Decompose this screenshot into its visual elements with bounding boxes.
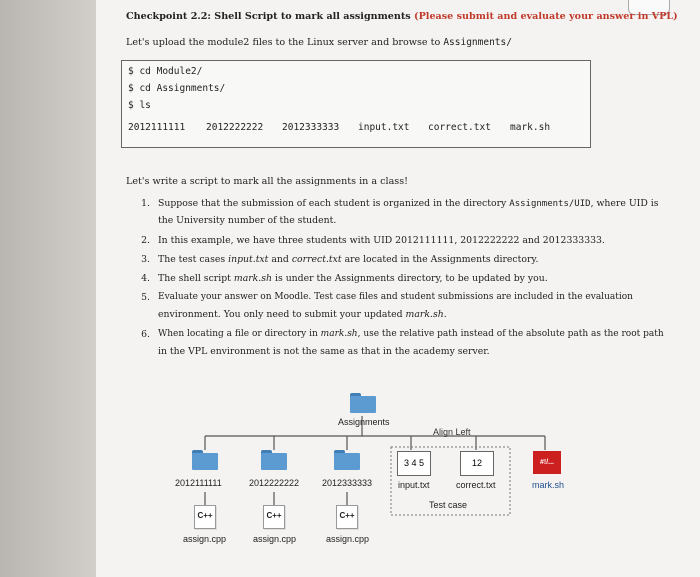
item-1-line-2: the University number of the student. — [158, 215, 337, 226]
item-3-correct-ref: correct.txt — [291, 254, 342, 265]
intro-text: Let's upload the module2 files to the Linux server and browse to — [126, 37, 441, 48]
terminal-line-3: $ ls — [128, 100, 151, 111]
input-file-icon: 3 4 5 — [397, 451, 431, 476]
student-folder-icon — [261, 450, 287, 470]
item-3-text-b: and — [271, 254, 289, 265]
item-6-text-a: When locating a file or directory in — [158, 329, 318, 339]
item-4-text-b: is under the Assignments directory, to be updated by you. — [275, 273, 548, 284]
item-6-number: 6. — [141, 329, 150, 340]
cpp-file-label-2: assign.cpp — [253, 534, 297, 544]
item-4-number: 4. — [141, 273, 150, 284]
item-3-number: 3. — [141, 254, 150, 265]
student-folder-label-3: 2012333333 — [322, 478, 373, 488]
terminal-file-1: 2012111111 — [128, 122, 186, 133]
item-6-mark-ref: mark.sh — [320, 329, 358, 339]
terminal-file-3: 2012333333 — [282, 122, 340, 133]
item-5-number: 5. — [141, 292, 150, 303]
student-folder-label-1: 2012111111 — [175, 478, 222, 488]
cpp-file-label-1: assign.cpp — [183, 534, 227, 544]
title-note: (Please submit and evaluate your answer in VPL) — [414, 11, 678, 22]
title-main: Checkpoint 2.2: Shell Script to mark all assignments — [126, 11, 411, 22]
terminal-line-2: $ cd Assignments/ — [128, 83, 226, 94]
item-6-line-2: in the VPL environment is not the same as that in the academy server. — [158, 346, 490, 357]
terminal-file-2: 2012222222 — [206, 122, 264, 133]
student-folder-icon — [334, 450, 360, 470]
assignments-folder-icon — [350, 393, 376, 413]
script-file-icon: #!/... — [533, 451, 561, 474]
item-3-text-c: are located in the Assignments directory. — [344, 254, 539, 265]
item-1-number: 1. — [141, 198, 150, 209]
terminal-file-4: input.txt — [358, 122, 410, 133]
item-4-text-a: The shell script — [158, 273, 231, 284]
item-5-mark-ref: mark.sh — [405, 309, 444, 320]
test-case-label: Test case — [429, 500, 468, 510]
correct-file-label: correct.txt — [456, 480, 496, 490]
input-file-label: input.txt — [398, 480, 430, 490]
student-folder-icon — [192, 450, 218, 470]
intro-code: Assignments/ — [443, 37, 512, 48]
correct-file-icon: 12 — [460, 451, 494, 476]
align-left-label: Align Left — [433, 427, 471, 437]
cpp-file-icon: C++ — [194, 505, 216, 529]
student-folder-label-2: 2012222222 — [249, 478, 300, 488]
item-5-text: Evaluate your answer on Moodle. Test case files and student submissions are included in the evaluation — [158, 292, 633, 302]
script-file-label: mark.sh — [532, 480, 565, 490]
item-1-text-b: , where UID is — [590, 198, 659, 209]
item-1-code: Assignments/UID — [509, 199, 591, 209]
item-3-input-ref: input.txt — [228, 254, 269, 265]
item-5-text-a: environment. You only need to submit your updated — [158, 309, 403, 320]
section-lead: Let's write a script to mark all the assignments in a class! — [126, 176, 409, 187]
item-6-text-b: , use the relative path instead of the absolute path as the root path — [357, 329, 664, 339]
terminal-line-1: $ cd Module2/ — [128, 66, 203, 77]
cpp-file-icon: C++ — [263, 505, 285, 529]
item-2-text: In this example, we have three students with UID 2012111111, 2012222222 and 2012333333. — [158, 235, 605, 246]
item-2-number: 2. — [141, 235, 150, 246]
item-4-mark-ref: mark.sh — [233, 273, 273, 284]
item-5-period: . — [443, 309, 447, 320]
cpp-file-icon: C++ — [336, 505, 358, 529]
cpp-file-label-3: assign.cpp — [326, 534, 370, 544]
item-1-text: Suppose that the submission of each student is organized in the directory — [158, 198, 507, 209]
item-3-text-a: The test cases — [158, 254, 226, 265]
terminal-file-6: mark.sh — [510, 122, 551, 133]
assignments-folder-label: Assignments — [338, 417, 390, 427]
terminal-file-5: correct.txt — [428, 122, 491, 133]
